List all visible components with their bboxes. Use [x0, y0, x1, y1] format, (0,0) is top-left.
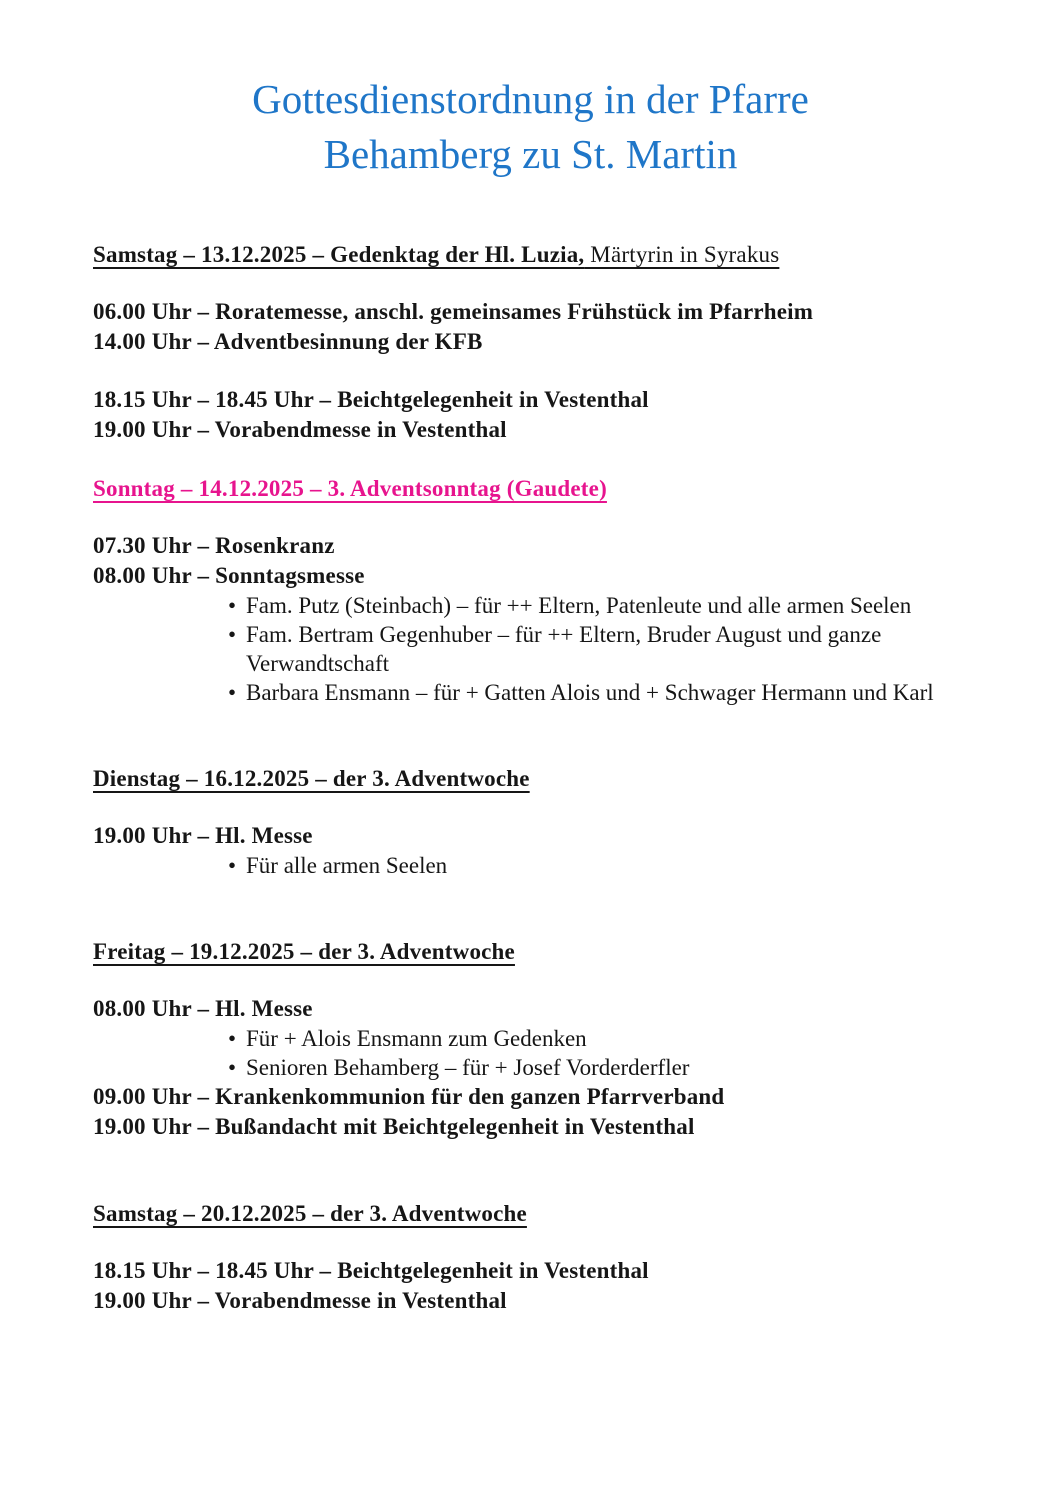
- section-sonntag-14-12-2025: [93, 474, 968, 707]
- time-group: [93, 531, 968, 591]
- schedule-line: 06.00 Uhr – Roratemesse, anschl. gemeinsames Frühstück im Pfarrheim: [93, 299, 814, 324]
- schedule-line: 14.00 Uhr – Adventbesinnung der KFB: [93, 329, 483, 354]
- section-heading-text: Märtyrin in Syrakus: [584, 242, 780, 267]
- section-samstag-20-12-2025: [93, 1199, 968, 1316]
- intention-list: [93, 851, 968, 880]
- section-heading-text: Freitag – 19.12.2025 – der 3. Adventwoche: [93, 939, 515, 964]
- intention-item: • Für + Alois Ensmann zum Gedenken: [246, 1024, 951, 1053]
- section-heading-text: Dienstag – 16.12.2025 – der 3. Adventwoche: [93, 766, 530, 791]
- section-heading-text: Samstag – 20.12.2025 – der 3. Adventwoche: [93, 1201, 527, 1226]
- section-dienstag-16-12-2025: [93, 764, 968, 880]
- schedule-line: 18.15 Uhr – 18.45 Uhr – Beichtgelegenheit in Vestenthal: [93, 387, 649, 412]
- time-group: [93, 994, 968, 1024]
- section-heading: [93, 764, 968, 794]
- time-group: [93, 385, 968, 445]
- schedule-line: 19.00 Uhr – Hl. Messe: [93, 823, 313, 848]
- section-heading: [93, 937, 968, 967]
- time-group: [93, 821, 968, 851]
- schedule-line: 19.00 Uhr – Bußandacht mit Beichtgelegenheit in Vestenthal: [93, 1114, 695, 1139]
- schedule-line: 19.00 Uhr – Vorabendmesse in Vestenthal: [93, 417, 507, 442]
- document-title-line2: Behamberg zu St. Martin: [323, 131, 738, 177]
- intention-item: • Fam. Putz (Steinbach) – für ++ Eltern, Patenleute und alle armen Seelen: [246, 591, 951, 620]
- section-heading-text: Samstag – 13.12.2025 – Gedenktag der Hl. Luzia,: [93, 242, 585, 267]
- section-heading: [93, 474, 968, 504]
- intention-item: • Senioren Behamberg – für + Josef Vorderderfler: [246, 1053, 951, 1082]
- intention-list: [93, 1024, 968, 1082]
- time-group: [93, 1256, 968, 1316]
- schedule-line: 19.00 Uhr – Vorabendmesse in Vestenthal: [93, 1288, 507, 1313]
- schedule-line: 18.15 Uhr – 18.45 Uhr – Beichtgelegenheit in Vestenthal: [93, 1258, 649, 1283]
- schedule-sections: [93, 240, 968, 1316]
- schedule-line: 08.00 Uhr – Hl. Messe: [93, 996, 313, 1021]
- document-title: [0, 72, 1061, 182]
- schedule-line: 07.30 Uhr – Rosenkranz: [93, 533, 335, 558]
- intention-item: • Für alle armen Seelen: [246, 851, 951, 880]
- section-samstag-13-12-2025: [93, 240, 968, 445]
- schedule-line: 09.00 Uhr – Krankenkommunion für den ganzen Pfarrverband: [93, 1084, 725, 1109]
- schedule-line: 08.00 Uhr – Sonntagsmesse: [93, 563, 365, 588]
- section-heading: [93, 1199, 968, 1229]
- section-heading: [93, 240, 968, 270]
- time-group: [93, 297, 968, 357]
- document-title-line1: Gottesdienstordnung in der Pfarre: [252, 76, 809, 122]
- section-heading-text: Sonntag – 14.12.2025 – 3. Adventsonntag (Gaudete): [93, 476, 607, 501]
- intention-list: [93, 591, 968, 707]
- time-group: [93, 1082, 968, 1142]
- section-freitag-19-12-2025: [93, 937, 968, 1142]
- intention-item: • Fam. Bertram Gegenhuber – für ++ Eltern, Bruder August und ganze Verwandtschaft: [246, 620, 951, 678]
- intention-item: • Barbara Ensmann – für + Gatten Alois und + Schwager Hermann und Karl: [246, 678, 951, 707]
